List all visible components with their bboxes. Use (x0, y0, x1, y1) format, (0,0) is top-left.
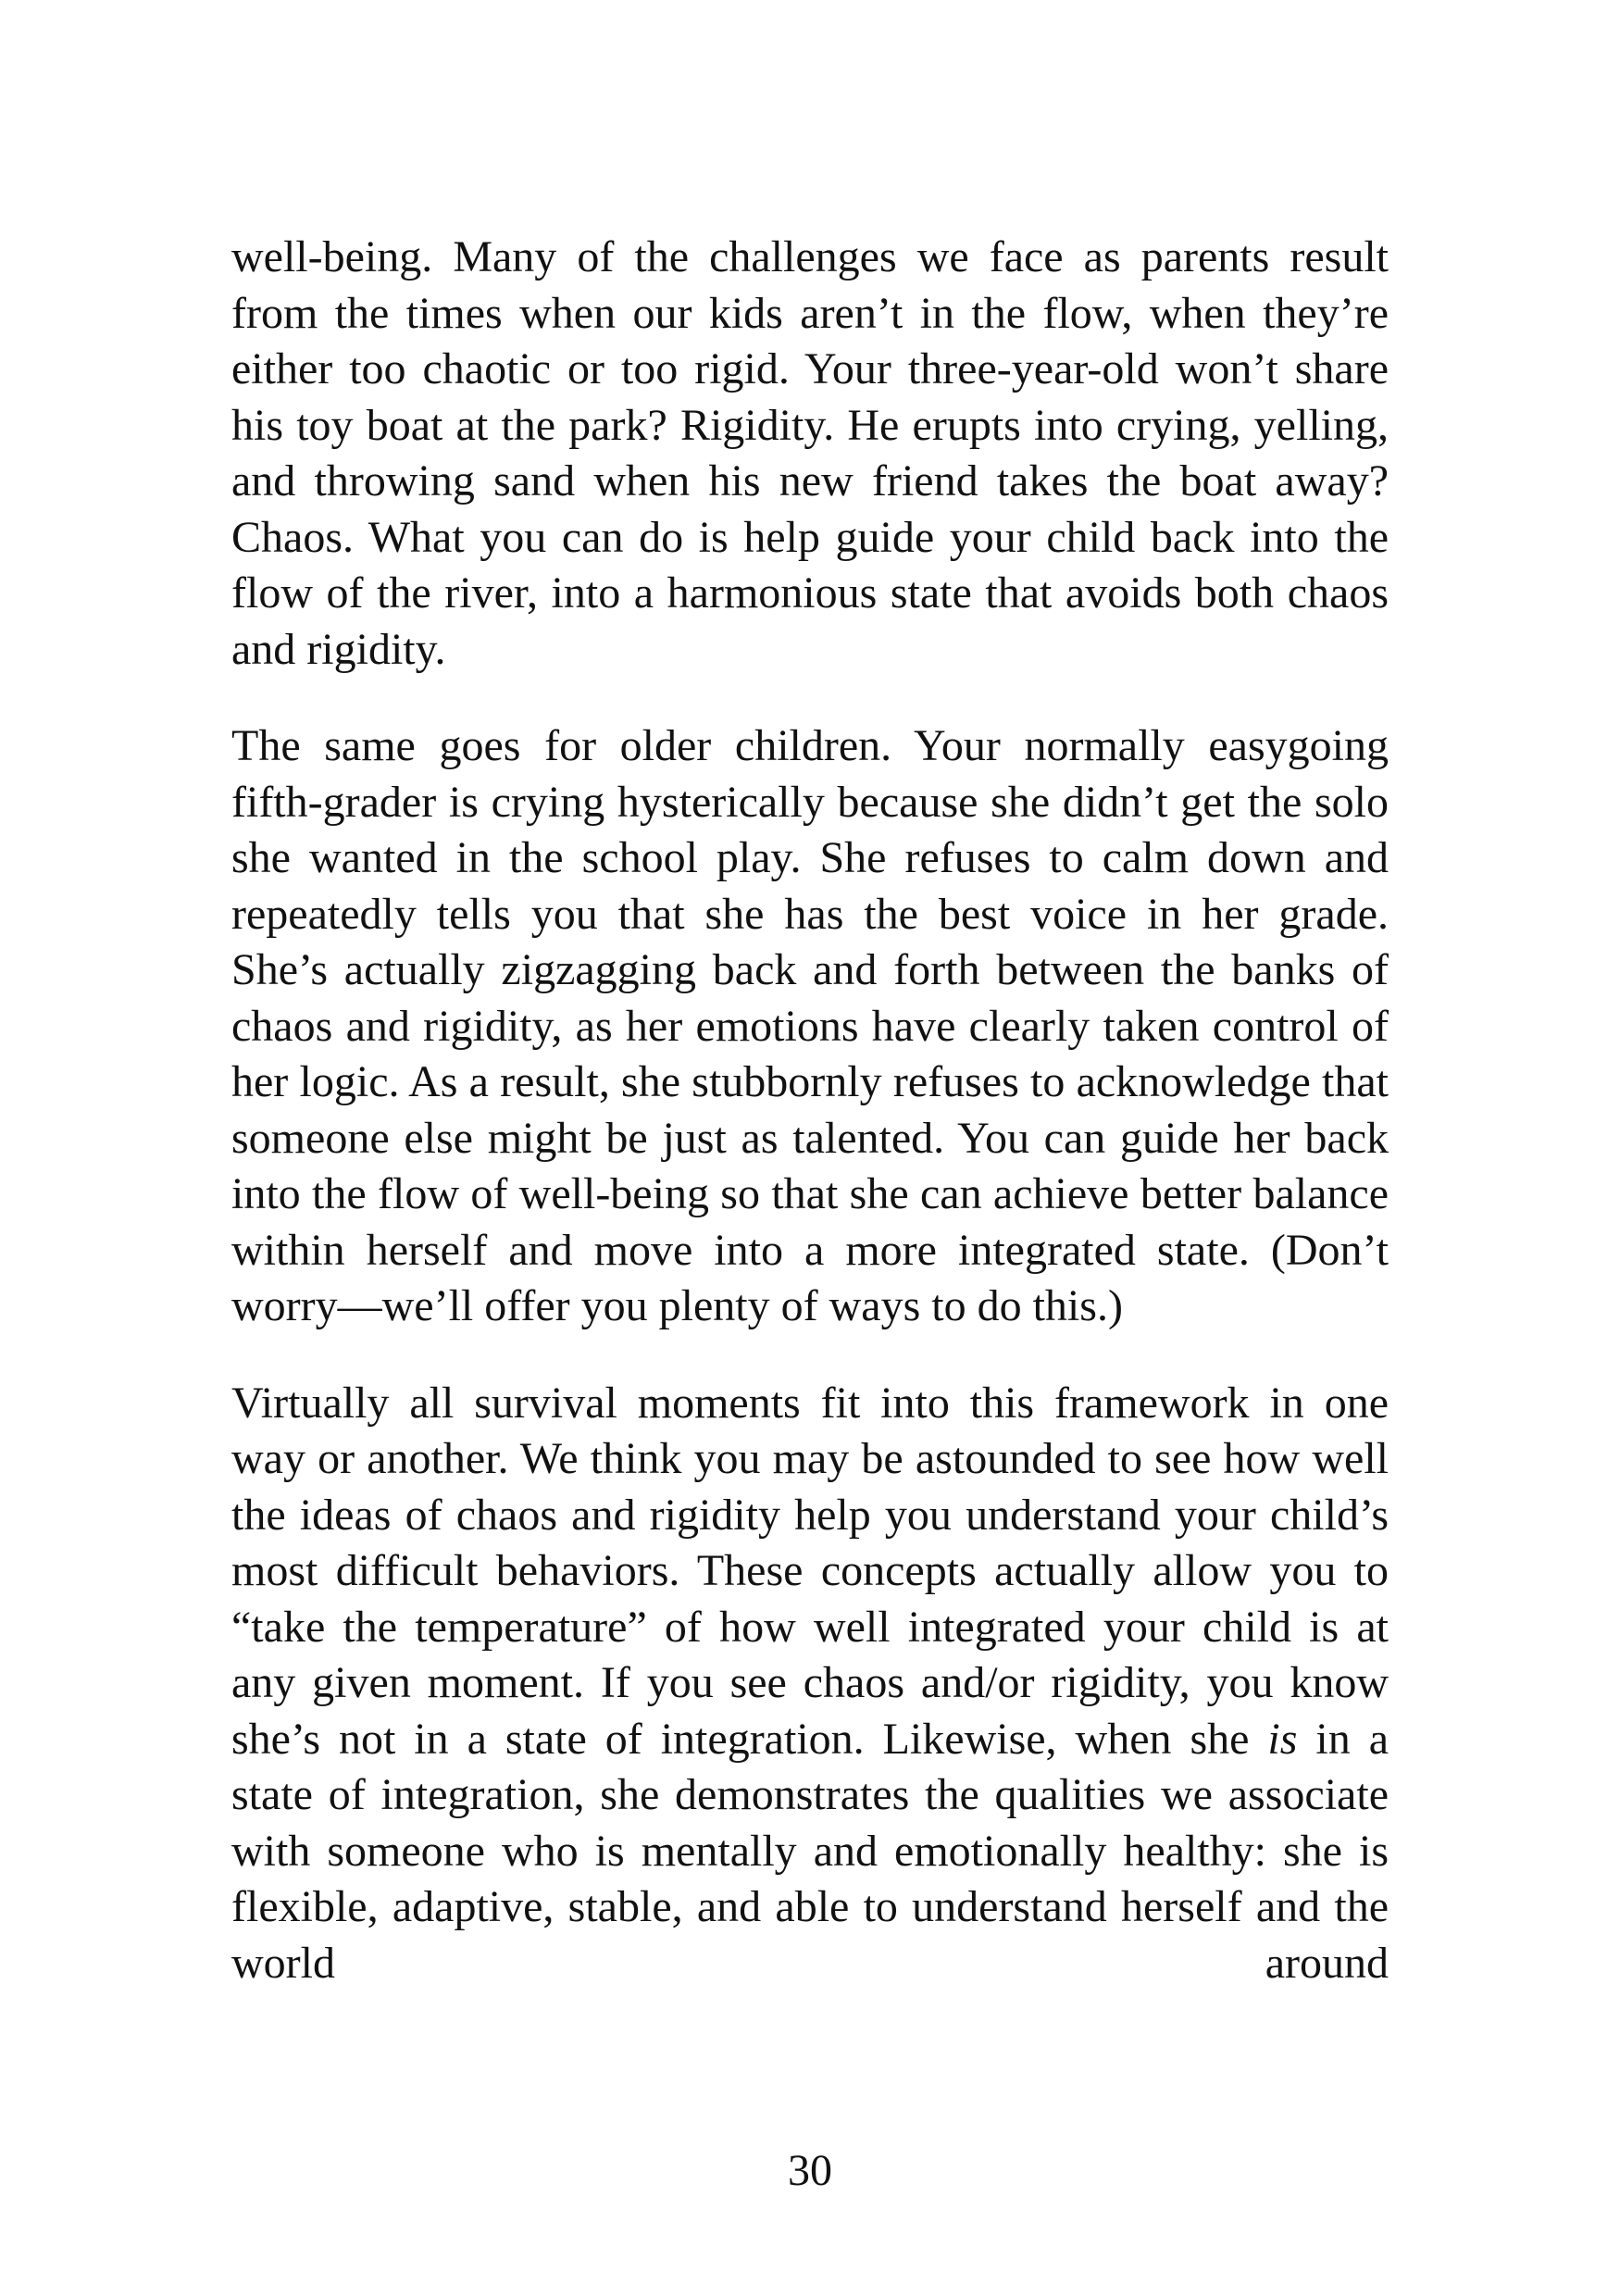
page-number: 30 (788, 2146, 832, 2195)
paragraph-3-text-start: Virtually all survival moments fit into this framework in one way or another. We think you may be astounded to see how well the ideas of chaos and rigidity help you understand your child’s most difficult behaviors. These concepts actually allow you to “take the temperature” of how well integrated your child is at any given moment. If you see chaos and/or rigidity, you know she’s not in a state of integration. Likewise, when she (231, 1378, 1389, 1764)
paragraph-1: well-being. Many of the challenges we face as parents result from the times when our kids aren’t in the flow, when they’re either too chaotic or too rigid. Your three-year-old won’t share his toy boat at the park? Rigidity. He erupts into crying, yelling, and throwing sand when his new friend takes the boat away? Chaos. What you can do is help guide your child back into the flow of the river, into a harmonious state that avoids both chaos and rigidity. (231, 232, 1389, 674)
page-body (231, 230, 1389, 2032)
emphasis-is: is (1267, 1714, 1298, 1764)
paragraph-2: The same goes for older children. Your normally easygoing fifth-grader is crying hysterically because she didn’t get the solo she wanted in the school play. She refuses to calm down and repeatedly tells you that she has the best voice in her grade. She’s actually zigzagging back and forth between the banks of chaos and rigidity, as her emotions have clearly taken control of her logic. As a result, she stubbornly refuses to acknowledge that someone else might be just as talented. You can guide her back into the flow of well-being so that she can achieve better balance within herself and move into a more integrated state. (Don’t worry—we’ll offer you plenty of ways to do this.) (231, 721, 1389, 1330)
paragraph-3-text-end: in a state of integration, she demonstrates the qualities we associate with someone who is mentally and emotionally healthy: she is flexible, adaptive, stable, and able to understand herself and the world around (231, 1714, 1389, 1988)
paragraph-3 (231, 1376, 1389, 1992)
